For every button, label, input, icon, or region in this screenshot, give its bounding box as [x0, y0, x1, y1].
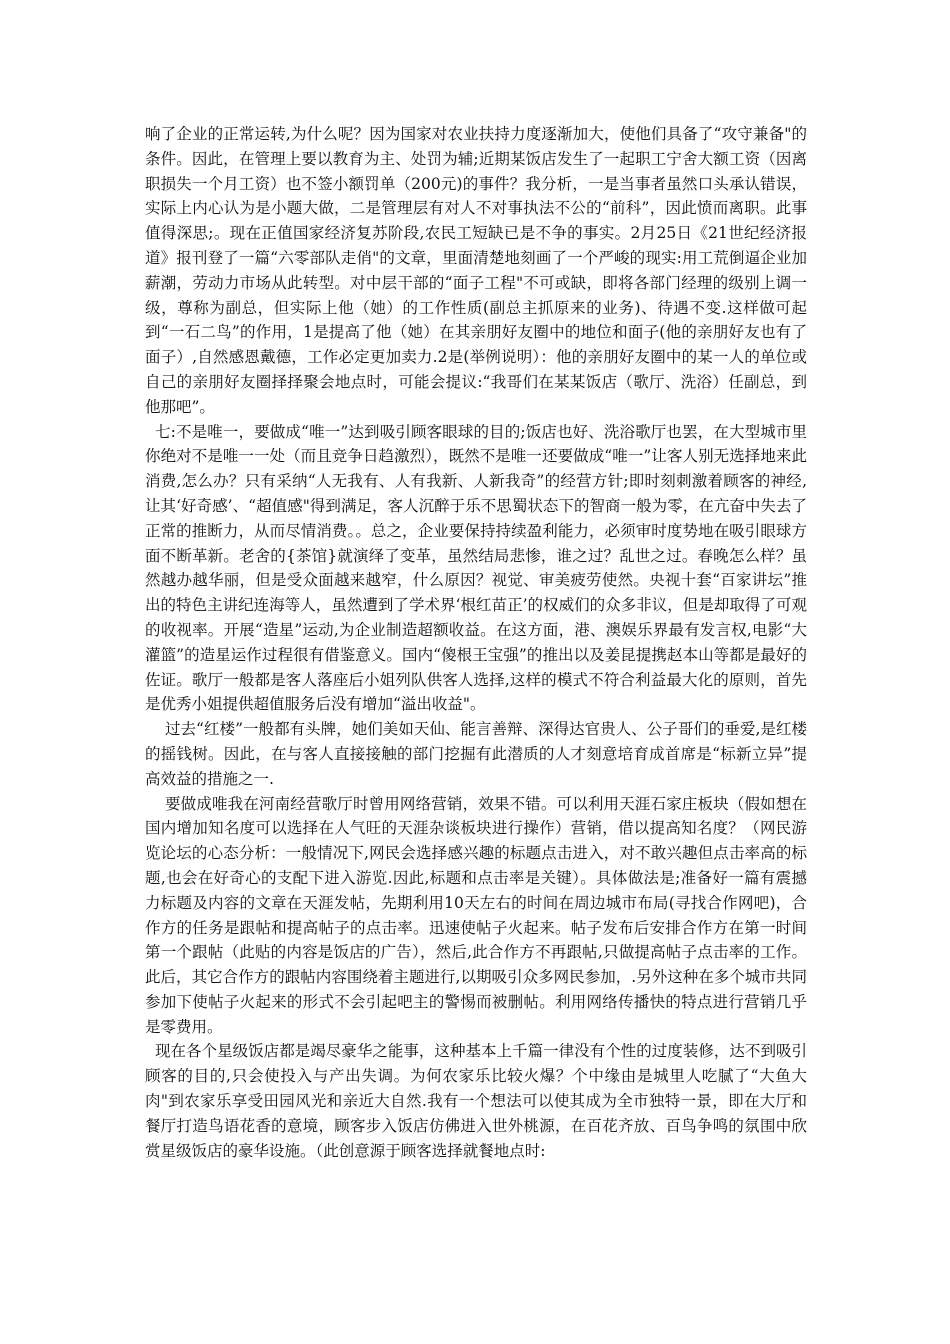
- paragraph: 七:不是唯一，要做成“唯一”达到吸引顾客眼球的目的;饭店也好、洗浴歌厅也罢，在大型城市里你绝对不是唯一一处（而且竞争日趋激烈），既然不是唯一还要做成“唯一”让客人别无选择地来此消费,怎么办？只有采纳“人无我有、人有我新、人新我奇”的经营方针;即时刻刺激着顾客的神经,让其‘好奇感’、“超值感"得到满足，客人沉醉于乐不思蜀状态下的智商一般为零，在亢奋中失去了正常的推断力，从而尽情消费。。总之，企业要保持持续盈利能力，必须审时度势地在吸引眼球方面不断革新。老舍的{茶馆}就演绎了变革，虽然结局悲惨，谁之过？乱世之过。春晚怎么样？虽然越办越华丽，但是受众面越来越窄，什么原因？视觉、审美疲劳使然。央视十套“百家讲坛”推出的特色主讲纪连海等人，虽然遭到了学术界‘根红苗正’的权威们的众多非议，但是却取得了可观的收视率。开展“造星”运动,为企业制造超额收益。在这方面，港、澳娱乐界最有发言权,电影“大灌篮”的造星运作过程很有借鉴意义。国内“傻根王宝强”的推出以及姜昆提携赵本山等都是最好的佐证。歌厅一般都是客人落座后小姐列队供客人选择,这样的模式不符合利益最大化的原则，首先是优秀小姐提供超值服务后没有增加“溢出收益"。: [145, 422, 807, 714]
- document-body: [145, 122, 807, 1163]
- paragraph: 现在各个星级饭店都是竭尽豪华之能事，这种基本上千篇一律没有个性的过度装修，达不到吸引顾客的目的,只会使投入与产出失调。为何农家乐比较火爆？个中缘由是城里人吃腻了“大鱼大肉"到农家乐享受田园风光和亲近大自然.我有一个想法可以使其成为全市独特一景，即在大厅和餐厅打造鸟语花香的意境，顾客步入饭店仿佛进入世外桃源，在百花齐放、百鸟争鸣的氛围中欣赏星级饭店的豪华设施。（此创意源于顾客选择就餐地点时:: [145, 1042, 807, 1160]
- paragraph: 过去“红楼”一般都有头牌，她们美如天仙、能言善辩、深得达官贵人、公子哥们的垂爱,是红楼的摇钱树。因此，在与客人直接接触的部门挖掘有此潜质的人才刻意培育成首席是“标新立异”提高效益的措施之一.: [145, 720, 807, 788]
- paragraph: 要做成唯我在河南经营歌厅时曾用网络营销，效果不错。可以利用天涯石家庄板块（假如想在国内增加知名度可以选择在人气旺的天涯杂谈板块进行操作）营销，借以提高知名度？（网民游览论坛的心态分析：一般情况下,网民会选择感兴趣的标题点击进入，对不敢兴趣但点击率高的标题,也会在好奇心的支配下进入游览.因此,标题和点击率是关键）。具体做法是;准备好一篇有震撼力标题及内容的文章在天涯发帖，先期利用10天左右的时间在周边城市布局(寻找合作网吧)，合作方的任务是跟帖和提高帖子的点击率。迅速使帖子火起来。帖子发布后安排合作方在第一时间第一个跟帖（此贴的内容是饭店的广告），然后,此合作方不再跟帖,只做提高帖子点击率的工作。此后，其它合作方的跟帖内容围绕着主题进行,以期吸引众多网民参加，.另外这种在多个城市共同参加下使帖子火起来的形式不会引起吧主的警惕而被删帖。利用网络传播快的特点进行营销几乎是零费用。: [145, 794, 807, 1036]
- paragraph: 响了企业的正常运转,为什么呢？因为国家对农业扶持力度逐渐加大，使他们具备了“攻守兼备"的条件。因此，在管理上要以教育为主、处罚为辅;近期某饭店发生了一起职工宁舍大额工资（因离职损失一个月工资）也不签小额罚单（200元)的事件？我分析，一是当事者虽然口头承认错误，实际上内心认为是小题大做，二是管理层有对人不对事执法不公的“前科”，因此愤而离职。此事值得深思;。现在正值国家经济复苏阶段,农民工短缺已是不争的事实。2月25日《21世纪经济报道》报刊登了一篇“六零部队走俏"的文章，里面清楚地刻画了一个严峻的现实:用工荒倒逼企业加薪潮，劳动力市场从此转型。对中层干部的“面子工程"不可或缺，即将各部门经理的级别上调一级，尊称为副总，但实际上他（她）的工作性质(副总主抓原来的业务)、待遇不变.这样做可起到“一石二鸟”的作用，1是提高了他（她）在其亲朋好友圈中的地位和面子(他的亲朋好友也有了面子）,自然感恩戴德，工作必定更加卖力.2是(举例说明）：他的亲朋好友圈中的某一人的单位或自己的亲朋好友圈择择聚会地点时，可能会提议:“我哥们在某某饭店（歌厅、洗浴）任副总，到他那吧”。: [145, 125, 807, 416]
